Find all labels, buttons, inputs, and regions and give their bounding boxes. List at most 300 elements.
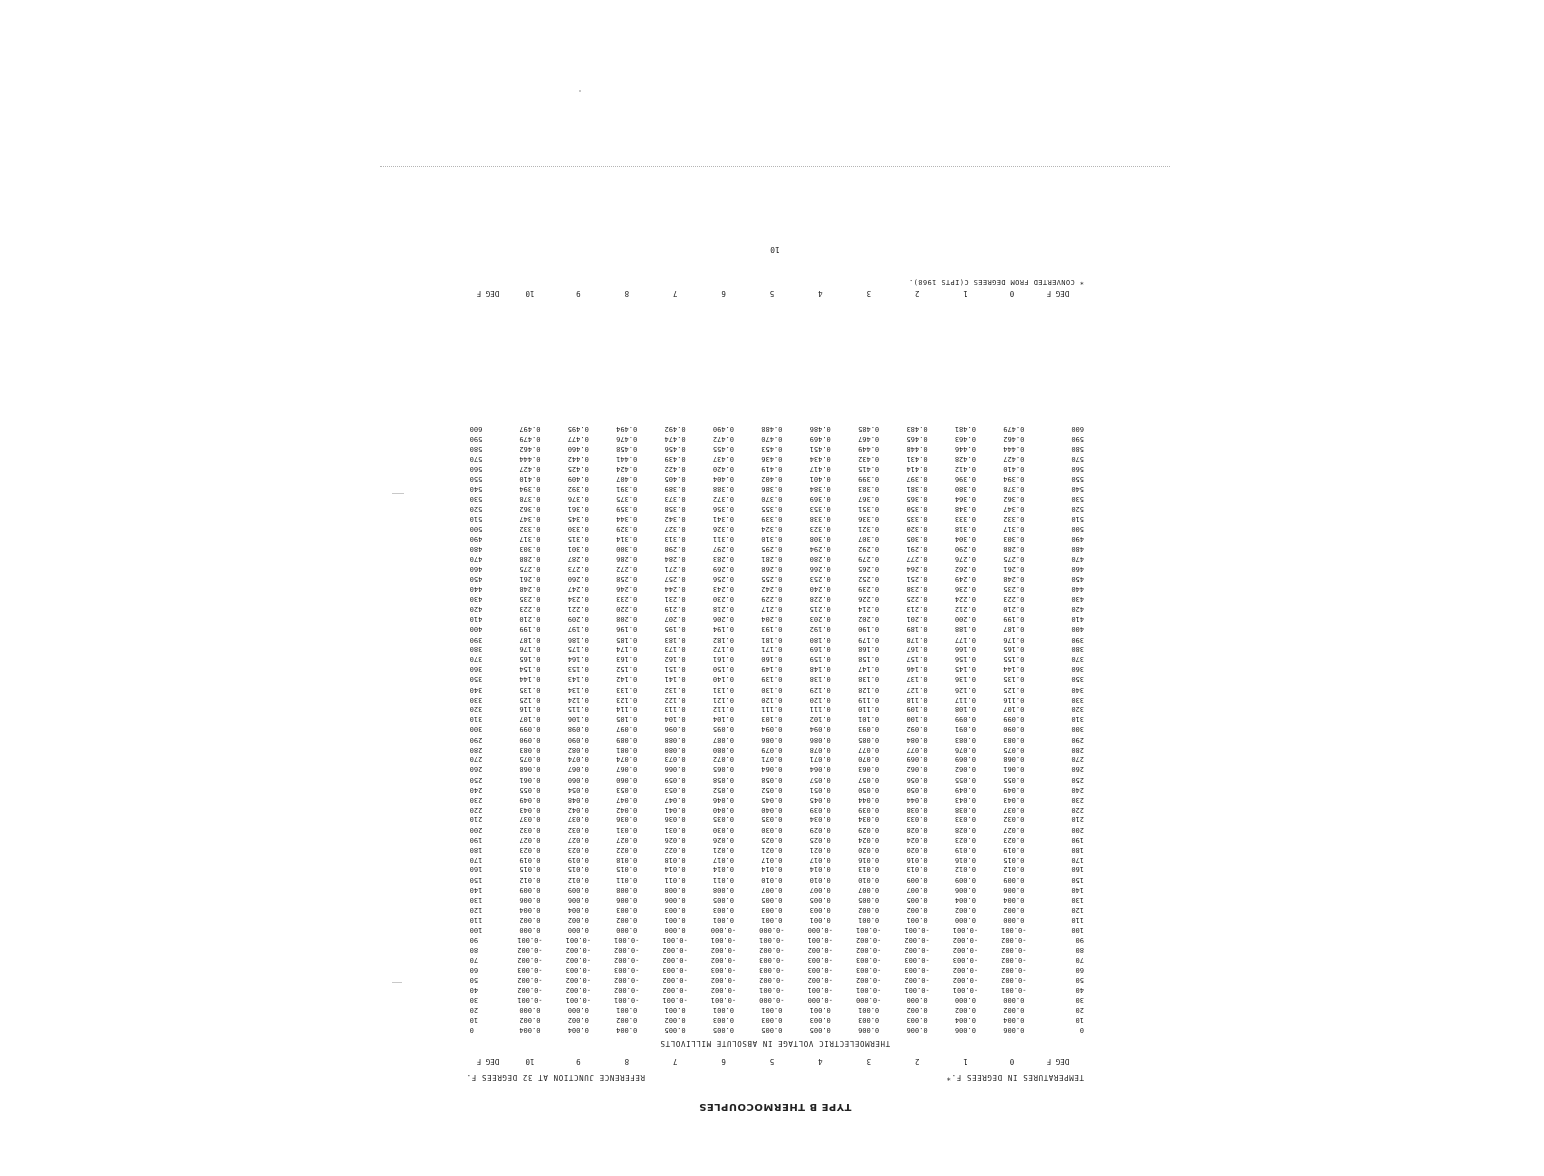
temp-cell: 60 bbox=[469, 965, 479, 974]
temp-cell: 400 bbox=[469, 625, 483, 634]
value-cell: 0.025 bbox=[761, 835, 783, 844]
temp-cell: 240 bbox=[469, 785, 483, 794]
value-cell: 0.064 bbox=[809, 765, 831, 774]
value-cell: -0.002 bbox=[904, 975, 930, 984]
value-cell: 0.113 bbox=[664, 705, 686, 714]
table-row bbox=[466, 534, 1090, 544]
value-cell: 0.003 bbox=[761, 905, 783, 914]
value-cell: 0.256 bbox=[712, 575, 734, 584]
value-cell: -0.003 bbox=[904, 955, 930, 964]
value-cell: 0.138 bbox=[809, 675, 831, 684]
value-cell: 0.152 bbox=[616, 665, 638, 674]
value-cell: 0.053 bbox=[616, 785, 638, 794]
value-cell: -0.001 bbox=[565, 935, 591, 944]
value-cell: 0.437 bbox=[712, 455, 734, 464]
value-cell: 0.004 bbox=[519, 905, 541, 914]
value-cell: 0.062 bbox=[954, 765, 976, 774]
value-cell: 0.272 bbox=[616, 565, 638, 574]
value-cell: 0.166 bbox=[954, 645, 976, 654]
value-cell: 0.410 bbox=[1003, 464, 1025, 473]
temp-cell: 170 bbox=[469, 855, 483, 864]
value-cell: 0.481 bbox=[954, 425, 976, 434]
value-cell: 0.003 bbox=[712, 905, 734, 914]
value-cell: 0.066 bbox=[664, 765, 686, 774]
temp-cell: 60 bbox=[1075, 965, 1084, 974]
value-cell: 0.101 bbox=[858, 715, 880, 724]
value-cell: 0.036 bbox=[616, 815, 638, 824]
value-cell: 0.002 bbox=[519, 915, 541, 924]
value-cell: -0.002 bbox=[565, 986, 591, 994]
value-cell: 0.064 bbox=[761, 765, 783, 774]
table-row bbox=[466, 444, 1090, 454]
temp-cell: 130 bbox=[1071, 895, 1084, 904]
value-cell: 0.090 bbox=[567, 735, 589, 744]
value-cell: 0.004 bbox=[954, 895, 976, 904]
value-cell: 0.414 bbox=[906, 464, 928, 473]
value-cell: 0.300 bbox=[616, 545, 638, 554]
value-cell: -0.001 bbox=[662, 995, 688, 1004]
value-cell: 0.001 bbox=[712, 1005, 734, 1014]
value-cell: 0.175 bbox=[567, 645, 589, 654]
value-cell: 0.330 bbox=[567, 525, 589, 534]
value-cell: 0.165 bbox=[1003, 645, 1025, 654]
value-cell: 0.364 bbox=[954, 495, 976, 504]
value-cell: 0.005 bbox=[809, 1025, 831, 1034]
value-cell: 0.486 bbox=[809, 425, 831, 434]
value-cell: 0.002 bbox=[664, 1015, 686, 1024]
value-cell: 0.009 bbox=[1003, 875, 1025, 884]
value-cell: 0.016 bbox=[858, 855, 880, 864]
temp-cell: 450 bbox=[1071, 575, 1084, 584]
table-row bbox=[466, 494, 1090, 504]
value-cell: 0.008 bbox=[712, 885, 734, 894]
value-cell: 0.261 bbox=[1003, 565, 1025, 574]
value-cell: 0.261 bbox=[519, 575, 541, 584]
value-cell: 0.046 bbox=[712, 795, 734, 804]
value-cell: 0.031 bbox=[616, 825, 638, 834]
value-cell: 0.161 bbox=[712, 655, 734, 664]
value-cell: 0.128 bbox=[858, 685, 880, 694]
value-cell: -0.003 bbox=[662, 965, 688, 974]
value-cell: 0.138 bbox=[858, 675, 880, 684]
table-row bbox=[466, 804, 1090, 814]
temp-cell: 410 bbox=[469, 615, 483, 624]
value-cell: 0.009 bbox=[906, 875, 928, 884]
value-cell: 0.137 bbox=[906, 675, 928, 684]
value-cell: 0.032 bbox=[1003, 815, 1025, 824]
value-cell: 0.094 bbox=[761, 725, 783, 734]
temp-cell: 110 bbox=[469, 915, 483, 924]
value-cell: 0.120 bbox=[761, 695, 783, 704]
value-cell: 0.269 bbox=[712, 565, 734, 574]
value-cell: 0.350 bbox=[906, 505, 928, 514]
value-cell: -0.002 bbox=[517, 975, 543, 984]
value-cell: 0.048 bbox=[567, 795, 589, 804]
column-header: 5 bbox=[769, 1057, 775, 1066]
value-cell: 0.044 bbox=[858, 795, 880, 804]
value-cell: 0.001 bbox=[616, 1005, 638, 1014]
value-cell: 0.235 bbox=[519, 595, 541, 604]
temp-cell: 190 bbox=[1071, 835, 1084, 844]
table-row bbox=[466, 694, 1090, 704]
table-row bbox=[466, 484, 1090, 494]
value-cell: 0.277 bbox=[906, 555, 928, 564]
value-cell: 0.320 bbox=[906, 525, 928, 534]
temp-cell: 250 bbox=[469, 775, 483, 784]
value-cell: 0.243 bbox=[712, 585, 734, 594]
value-cell: 0.006 bbox=[519, 895, 541, 904]
value-cell: 0.197 bbox=[567, 625, 589, 634]
value-cell: 0.035 bbox=[712, 815, 734, 824]
value-cell: 0.054 bbox=[567, 785, 589, 794]
value-cell: 0.217 bbox=[761, 605, 783, 614]
column-header: 9 bbox=[576, 1057, 581, 1066]
temp-cell: 500 bbox=[469, 525, 483, 534]
value-cell: 0.002 bbox=[616, 1015, 638, 1024]
value-cell: 0.174 bbox=[616, 645, 638, 654]
temp-cell: 560 bbox=[1071, 464, 1084, 473]
value-cell: 0.069 bbox=[954, 755, 976, 764]
temp-cell: 440 bbox=[469, 585, 483, 594]
value-cell: 0.339 bbox=[761, 515, 783, 524]
value-cell: 0.039 bbox=[858, 805, 880, 814]
value-cell: 0.114 bbox=[616, 705, 638, 714]
temp-cell: 590 bbox=[1071, 435, 1084, 444]
value-cell: 0.168 bbox=[858, 645, 880, 654]
value-cell: 0.055 bbox=[1003, 775, 1025, 784]
value-cell: -0.003 bbox=[614, 965, 640, 974]
value-cell: -0.002 bbox=[710, 945, 737, 954]
table-row bbox=[466, 684, 1090, 694]
value-cell: 0.058 bbox=[761, 775, 783, 784]
value-cell: 0.262 bbox=[954, 565, 976, 574]
value-cell: 0.141 bbox=[664, 675, 686, 684]
value-cell: 0.458 bbox=[616, 445, 638, 454]
value-cell: 0.139 bbox=[761, 675, 783, 684]
temp-cell: 310 bbox=[469, 715, 483, 724]
value-cell: 0.248 bbox=[1003, 575, 1025, 584]
value-cell: 0.292 bbox=[858, 545, 880, 554]
value-cell: 0.010 bbox=[761, 875, 783, 884]
value-cell: 0.308 bbox=[809, 535, 831, 544]
value-cell: 0.303 bbox=[519, 545, 541, 554]
value-cell: -0.002 bbox=[904, 935, 930, 944]
value-cell: 0.001 bbox=[761, 1005, 783, 1014]
value-cell: 0.075 bbox=[519, 755, 541, 764]
thermocouple-table bbox=[466, 423, 1090, 1034]
column-header: 0 bbox=[1009, 289, 1015, 298]
value-cell: 0.010 bbox=[809, 875, 831, 884]
value-cell: 0.102 bbox=[809, 715, 831, 724]
column-header: 7 bbox=[672, 289, 678, 298]
value-cell: 0.224 bbox=[954, 595, 976, 604]
value-cell: 0.071 bbox=[809, 755, 831, 764]
value-cell: 0.497 bbox=[519, 425, 541, 434]
value-cell: 0.049 bbox=[519, 795, 541, 804]
value-cell: 0.355 bbox=[761, 505, 783, 514]
table-row bbox=[466, 934, 1090, 944]
value-cell: 0.011 bbox=[664, 875, 686, 884]
value-cell: 0.220 bbox=[616, 605, 638, 614]
value-cell: 0.019 bbox=[519, 855, 541, 864]
value-cell: 0.242 bbox=[761, 585, 783, 594]
value-cell: 0.291 bbox=[906, 545, 928, 554]
table-row bbox=[466, 664, 1090, 674]
value-cell: 0.338 bbox=[809, 515, 831, 524]
value-cell: 0.055 bbox=[519, 785, 541, 794]
value-cell: -0.001 bbox=[807, 986, 833, 994]
value-cell: 0.151 bbox=[664, 665, 686, 674]
value-cell: 0.026 bbox=[664, 835, 686, 844]
value-cell: 0.210 bbox=[519, 615, 541, 624]
value-cell: 0.135 bbox=[1003, 675, 1025, 684]
value-cell: 0.107 bbox=[1003, 705, 1025, 714]
value-cell: 0.000 bbox=[954, 915, 976, 924]
temp-cell: 450 bbox=[469, 575, 483, 584]
value-cell: 0.172 bbox=[712, 645, 734, 654]
table-row bbox=[466, 964, 1090, 974]
value-cell: 0.298 bbox=[664, 545, 686, 554]
value-cell: 0.332 bbox=[519, 525, 541, 534]
temp-cell: 410 bbox=[1071, 615, 1084, 624]
temp-cell: 530 bbox=[1071, 495, 1084, 504]
value-cell: 0.008 bbox=[664, 885, 686, 894]
column-header: 0 bbox=[1009, 1057, 1015, 1066]
value-cell: 0.286 bbox=[616, 555, 638, 564]
value-cell: 0.370 bbox=[761, 495, 783, 504]
temp-cell: 250 bbox=[1071, 775, 1084, 784]
value-cell: -0.003 bbox=[855, 955, 882, 964]
table-row bbox=[466, 724, 1090, 735]
value-cell: 0.183 bbox=[664, 635, 686, 644]
value-cell: 0.335 bbox=[906, 515, 928, 524]
value-cell: 0.125 bbox=[519, 695, 541, 704]
value-cell: 0.017 bbox=[712, 855, 734, 864]
value-cell: 0.279 bbox=[858, 555, 880, 564]
value-cell: 0.479 bbox=[1003, 425, 1025, 434]
temp-cell: 440 bbox=[1071, 585, 1084, 594]
value-cell: 0.027 bbox=[1003, 825, 1025, 834]
value-cell: 0.317 bbox=[1003, 525, 1025, 534]
temp-cell: 590 bbox=[469, 435, 483, 444]
temp-cell: 470 bbox=[1071, 555, 1084, 564]
value-cell: 0.284 bbox=[664, 555, 686, 564]
value-cell: 0.115 bbox=[567, 705, 589, 714]
value-cell: -0.002 bbox=[952, 945, 979, 954]
table-row bbox=[466, 544, 1090, 554]
temp-cell: 80 bbox=[1075, 945, 1084, 954]
value-cell: 0.206 bbox=[712, 615, 734, 624]
value-cell: -0.001 bbox=[710, 935, 737, 944]
value-cell: 0.177 bbox=[954, 635, 976, 644]
value-cell: 0.014 bbox=[809, 865, 831, 874]
value-cell: 0.410 bbox=[519, 475, 541, 484]
value-cell: 0.394 bbox=[1003, 475, 1025, 484]
value-cell: 0.007 bbox=[761, 885, 783, 894]
column-header: 4 bbox=[818, 1057, 823, 1066]
column-header: 9 bbox=[576, 289, 581, 298]
value-cell: 0.072 bbox=[712, 755, 734, 764]
temp-cell: 190 bbox=[469, 835, 483, 844]
value-cell: 0.036 bbox=[664, 815, 686, 824]
column-header: DEG F bbox=[476, 1057, 500, 1066]
value-cell: 0.388 bbox=[712, 485, 734, 494]
value-cell: 0.446 bbox=[954, 445, 976, 454]
temp-cell: 210 bbox=[469, 815, 483, 824]
value-cell: 0.392 bbox=[567, 485, 589, 494]
value-cell: 0.455 bbox=[712, 445, 734, 454]
temp-cell: 170 bbox=[1071, 855, 1084, 864]
value-cell: -0.002 bbox=[1001, 965, 1027, 974]
value-cell: 0.407 bbox=[616, 475, 638, 484]
value-cell: 0.196 bbox=[616, 625, 638, 634]
value-cell: 0.204 bbox=[761, 615, 783, 624]
value-cell: 0.283 bbox=[712, 555, 734, 564]
value-cell: 0.367 bbox=[858, 495, 880, 504]
value-cell: 0.058 bbox=[712, 775, 734, 784]
value-cell: 0.294 bbox=[809, 545, 831, 554]
value-cell: 0.004 bbox=[1003, 895, 1025, 904]
temp-cell: 430 bbox=[469, 595, 483, 604]
value-cell: 0.052 bbox=[712, 785, 734, 794]
value-cell: 0.344 bbox=[616, 515, 638, 524]
value-cell: 0.155 bbox=[1003, 655, 1025, 664]
value-cell: 0.266 bbox=[809, 565, 831, 574]
value-cell: 0.381 bbox=[906, 485, 928, 494]
value-cell: 0.164 bbox=[567, 655, 589, 664]
value-cell: 0.103 bbox=[761, 715, 783, 724]
value-cell: 0.494 bbox=[616, 425, 638, 434]
value-cell: 0.324 bbox=[761, 525, 783, 534]
value-cell: 0.085 bbox=[858, 735, 880, 744]
value-cell: 0.173 bbox=[664, 645, 686, 654]
table-row bbox=[466, 614, 1090, 624]
value-cell: 0.000 bbox=[616, 925, 638, 934]
value-cell: 0.012 bbox=[954, 865, 976, 874]
temp-cell: 390 bbox=[469, 635, 483, 644]
value-cell: 0.004 bbox=[1003, 1015, 1025, 1024]
value-cell: 0.479 bbox=[519, 435, 541, 444]
value-cell: 0.305 bbox=[906, 535, 928, 544]
value-cell: 0.264 bbox=[906, 565, 928, 574]
value-cell: 0.074 bbox=[567, 755, 589, 764]
value-cell: 0.474 bbox=[664, 435, 686, 444]
value-cell: 0.439 bbox=[664, 455, 686, 464]
column-header: DEG F bbox=[1046, 1057, 1070, 1066]
temp-cell: 360 bbox=[469, 665, 483, 674]
value-cell: 0.109 bbox=[906, 705, 928, 714]
value-cell: 0.483 bbox=[906, 425, 928, 434]
value-cell: 0.016 bbox=[954, 855, 976, 864]
value-cell: 0.020 bbox=[858, 845, 880, 854]
value-cell: 0.409 bbox=[567, 475, 589, 484]
table-row bbox=[466, 434, 1090, 444]
temp-cell: 460 bbox=[469, 565, 483, 574]
value-cell: 0.077 bbox=[906, 745, 928, 754]
temp-cell: 510 bbox=[469, 515, 483, 524]
value-cell: 0.100 bbox=[906, 715, 928, 724]
value-cell: -0.002 bbox=[807, 975, 833, 984]
value-cell: 0.190 bbox=[858, 625, 880, 634]
value-cell: 0.234 bbox=[567, 595, 589, 604]
value-cell: 0.187 bbox=[519, 635, 541, 644]
value-cell: 0.007 bbox=[858, 885, 880, 894]
value-cell: 0.233 bbox=[616, 595, 638, 604]
value-cell: 0.420 bbox=[712, 464, 734, 473]
value-cell: 0.040 bbox=[712, 805, 734, 814]
table-row bbox=[466, 974, 1090, 985]
table-row bbox=[466, 985, 1090, 995]
temp-cell: 390 bbox=[1071, 635, 1084, 644]
value-cell: 0.006 bbox=[1003, 1025, 1025, 1034]
column-header: 2 bbox=[914, 1057, 920, 1066]
table-row bbox=[466, 594, 1090, 604]
temp-cell: 540 bbox=[1071, 485, 1084, 494]
value-cell: 0.055 bbox=[954, 775, 976, 784]
value-cell: 0.014 bbox=[664, 865, 686, 874]
value-cell: 0.015 bbox=[616, 865, 638, 874]
value-cell: 0.007 bbox=[809, 885, 831, 894]
value-cell: -0.002 bbox=[952, 935, 979, 944]
temp-cell: 400 bbox=[1071, 625, 1084, 634]
value-cell: 0.033 bbox=[906, 815, 928, 824]
value-cell: 0.003 bbox=[664, 905, 686, 914]
value-cell: 0.030 bbox=[761, 825, 783, 834]
value-cell: 0.051 bbox=[809, 785, 831, 794]
value-cell: 0.084 bbox=[906, 735, 928, 744]
value-cell: 0.045 bbox=[809, 795, 831, 804]
value-cell: 0.253 bbox=[809, 575, 831, 584]
value-cell: -0.002 bbox=[565, 975, 591, 984]
value-cell: 0.239 bbox=[858, 585, 880, 594]
value-cell: 0.143 bbox=[567, 675, 589, 684]
temp-cell: 140 bbox=[1071, 885, 1084, 894]
temp-cell: 160 bbox=[469, 865, 483, 874]
value-cell: 0.022 bbox=[616, 845, 638, 854]
value-cell: 0.353 bbox=[809, 505, 831, 514]
table-row bbox=[466, 734, 1090, 744]
value-cell: 0.145 bbox=[954, 665, 976, 674]
temp-cell: 240 bbox=[1071, 785, 1084, 794]
value-cell: 0.362 bbox=[519, 505, 541, 514]
value-cell: -0.002 bbox=[904, 945, 930, 954]
value-cell: 0.207 bbox=[664, 615, 686, 624]
value-cell: 0.199 bbox=[1003, 615, 1025, 624]
value-cell: 0.147 bbox=[858, 665, 880, 674]
table-row bbox=[466, 454, 1090, 464]
value-cell: 0.005 bbox=[712, 895, 734, 904]
value-cell: 0.131 bbox=[712, 685, 734, 694]
value-cell: -0.003 bbox=[952, 955, 979, 964]
value-cell: 0.073 bbox=[664, 755, 686, 764]
value-cell: 0.213 bbox=[906, 605, 928, 614]
value-cell: 0.019 bbox=[954, 845, 976, 854]
value-cell: -0.003 bbox=[759, 965, 785, 974]
value-cell: -0.002 bbox=[565, 955, 591, 964]
value-cell: 0.004 bbox=[616, 1025, 638, 1034]
value-cell: 0.490 bbox=[712, 425, 734, 434]
value-cell: 0.477 bbox=[567, 435, 589, 444]
value-cell: 0.039 bbox=[809, 805, 831, 814]
value-cell: 0.063 bbox=[858, 765, 880, 774]
value-cell: 0.003 bbox=[712, 1015, 734, 1024]
value-cell: 0.252 bbox=[858, 575, 880, 584]
value-cell: 0.318 bbox=[954, 525, 976, 534]
value-cell: 0.397 bbox=[906, 475, 928, 484]
value-cell: 0.358 bbox=[664, 505, 686, 514]
temp-cell: 320 bbox=[469, 705, 483, 714]
column-header: 3 bbox=[866, 1057, 872, 1066]
